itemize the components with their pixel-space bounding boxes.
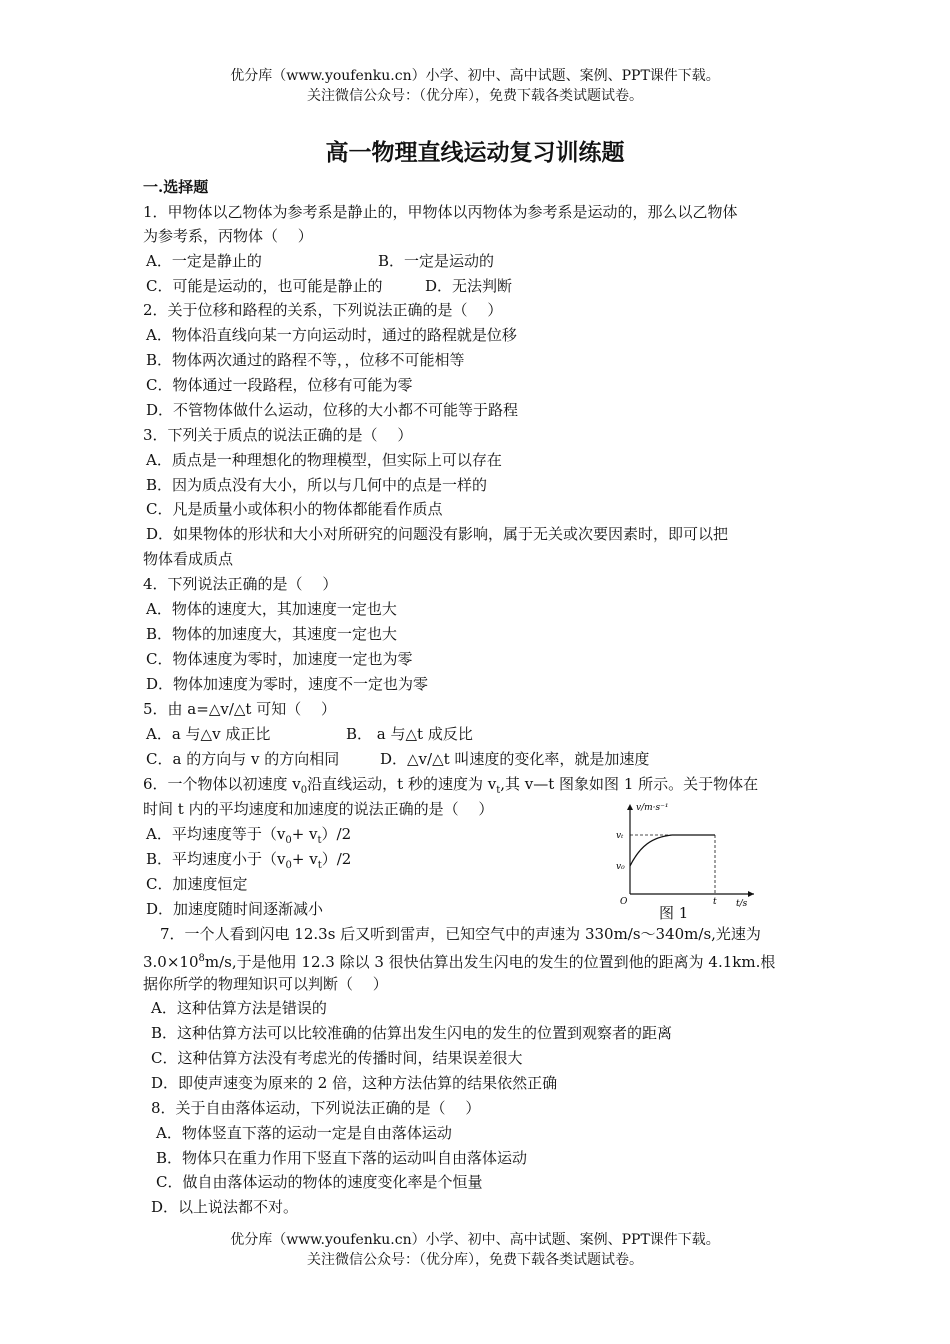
q2-option-a: A．物体沿直线向某一方向运动时，通过的路程就是位移	[146, 326, 517, 344]
q7-stem-line-2: $3.0\times 10^8m/s$,于是他用 12.3 除以 3 很快估算出发生闪电的发生的位置到他的距离为 4.1km.根	[143, 953, 776, 971]
q3-option-b: B．因为质点没有大小，所以与几何中的点是一样的	[146, 476, 488, 494]
page-title: 高一物理直线运动复习训练题	[325, 140, 625, 166]
q5-option-d: D．△v/△t 叫速度的变化率，就是加速度	[380, 750, 650, 768]
y-axis-label: v/m·s⁻¹	[636, 803, 669, 813]
section-heading: 一.选择题	[143, 178, 209, 196]
footer-line-1: 优分库（www.youfenku.cn）小学、初中、高中试题、案例、PPT课件下载。	[230, 1232, 720, 1248]
q1-stem-line-1: 1．甲物体以乙物体为参考系是静止的，甲物体以丙物体为参考系是运动的，那么以乙物体	[143, 203, 738, 221]
q5-option-a: A．a 与△v 成正比	[146, 725, 271, 743]
q2-option-c: C．物体通过一段路程，位移有可能为零	[146, 376, 413, 394]
q1-stem-line-2: 为参考系，丙物体（ ）	[143, 227, 313, 245]
q5-option-b: B． a 与△t 成反比	[346, 725, 473, 743]
vt-label: vₜ	[616, 831, 624, 841]
t-tick-label: t	[713, 897, 717, 907]
y-axis-arrow	[627, 804, 633, 810]
q4-option-d: D．物体加速度为零时，速度不一定也为零	[146, 675, 429, 693]
header-line-1: 优分库（www.youfenku.cn）小学、初中、高中试题、案例、PPT课件下载。	[230, 68, 720, 84]
q6-stem-line-2: 时间 t 内的平均速度和加速度的说法正确的是（ ）	[143, 800, 494, 818]
q4-option-c: C．物体速度为零时，加速度一定也为零	[146, 650, 413, 668]
q8-option-c: C．做自由落体运动的物体的速度变化率是个恒量	[156, 1173, 483, 1191]
q1-option-d: D．无法判断	[425, 277, 513, 295]
x-axis-label: t/s	[736, 899, 748, 909]
vt-graph-figure	[612, 800, 762, 910]
q7-stem-line-3: 据你所学的物理知识可以判断（ ）	[143, 975, 388, 993]
q3-option-c: C．凡是质量小或体积小的物体都能看作质点	[146, 500, 443, 518]
q3-option-d-line-2: 物体看成质点	[143, 550, 234, 568]
figure-caption: 图 1	[659, 904, 689, 922]
velocity-curve	[630, 835, 715, 866]
q5-stem: 5．由 a=△v/△t 可知（ ）	[143, 700, 336, 718]
q8-option-d: D．以上说法都不对。	[151, 1198, 299, 1216]
q1-option-c: C．可能是运动的，也可能是静止的	[146, 277, 383, 295]
q4-stem: 4．下列说法正确的是（ ）	[143, 575, 338, 593]
q4-option-b: B．物体的加速度大，其速度一定也大	[146, 625, 398, 643]
origin-label: O	[620, 897, 628, 907]
q2-option-b: B．物体两次通过的路程不等，，位移不可能相等	[146, 351, 465, 369]
v0-label: v₀	[616, 862, 625, 872]
q3-stem: 3．下列关于质点的说法正确的是（ ）	[143, 426, 413, 444]
footer-line-2: 关注微信公众号：（优分库），免费下载各类试题试卷。	[307, 1252, 643, 1268]
q5-option-c: C．a 的方向与 v 的方向相同	[146, 750, 340, 768]
q6-option-c: C．加速度恒定	[146, 875, 248, 893]
q8-option-b: B．物体只在重力作用下竖直下落的运动叫自由落体运动	[156, 1149, 528, 1167]
q6-option-d: D．加速度随时间逐渐减小	[146, 900, 324, 918]
header-line-2: 关注微信公众号：（优分库），免费下载各类试题试卷。	[307, 88, 643, 104]
q6-stem-line-1: 6．一个物体以初速度 $v_0$沿直线运动，t 秒的速度为 $v_t$,其 v—t 图象如图 1 所示。关于物体在	[143, 775, 759, 796]
q1-option-a: A．一定是静止的	[146, 252, 262, 270]
q2-option-d: D．不管物体做什么运动，位移的大小都不可能等于路程	[146, 401, 519, 419]
q7-stem-line-1: 7．一个人看到闪电 12.3s 后又听到雷声，已知空气中的声速为 330m/s～340m/s,光速为	[160, 925, 761, 943]
q8-stem: 8．关于自由落体运动，下列说法正确的是（ ）	[151, 1099, 481, 1117]
q3-option-a: A．质点是一种理想化的物理模型，但实际上可以存在	[146, 451, 502, 469]
q7-option-a: A．这种估算方法是错误的	[151, 999, 327, 1017]
q7-option-b: B．这种估算方法可以比较准确的估算出发生闪电的发生的位置到观察者的距离	[151, 1024, 673, 1042]
q6-option-a: A．平均速度等于$(v_0+ v_t)/2$	[146, 825, 352, 846]
x-axis-arrow	[748, 891, 754, 897]
q3-option-d-line-1: D．如果物体的形状和大小对所研究的问题没有影响，属于无关或次要因素时，即可以把	[146, 525, 729, 543]
q4-option-a: A．物体的速度大，其加速度一定也大	[146, 600, 397, 618]
q1-option-b: B．一定是运动的	[378, 252, 495, 270]
q7-option-c: C．这种估算方法没有考虑光的传播时间，结果误差很大	[151, 1049, 523, 1067]
q8-option-a: A．物体竖直下落的运动一定是自由落体运动	[156, 1124, 452, 1142]
q7-option-d: D．即使声速变为原来的 2 倍，这种方法估算的结果依然正确	[151, 1074, 558, 1092]
q6-option-b: B．平均速度小于$(v_0+ v_t)/2$	[146, 850, 352, 871]
q2-stem: 2．关于位移和路程的关系，下列说法正确的是（ ）	[143, 301, 503, 319]
